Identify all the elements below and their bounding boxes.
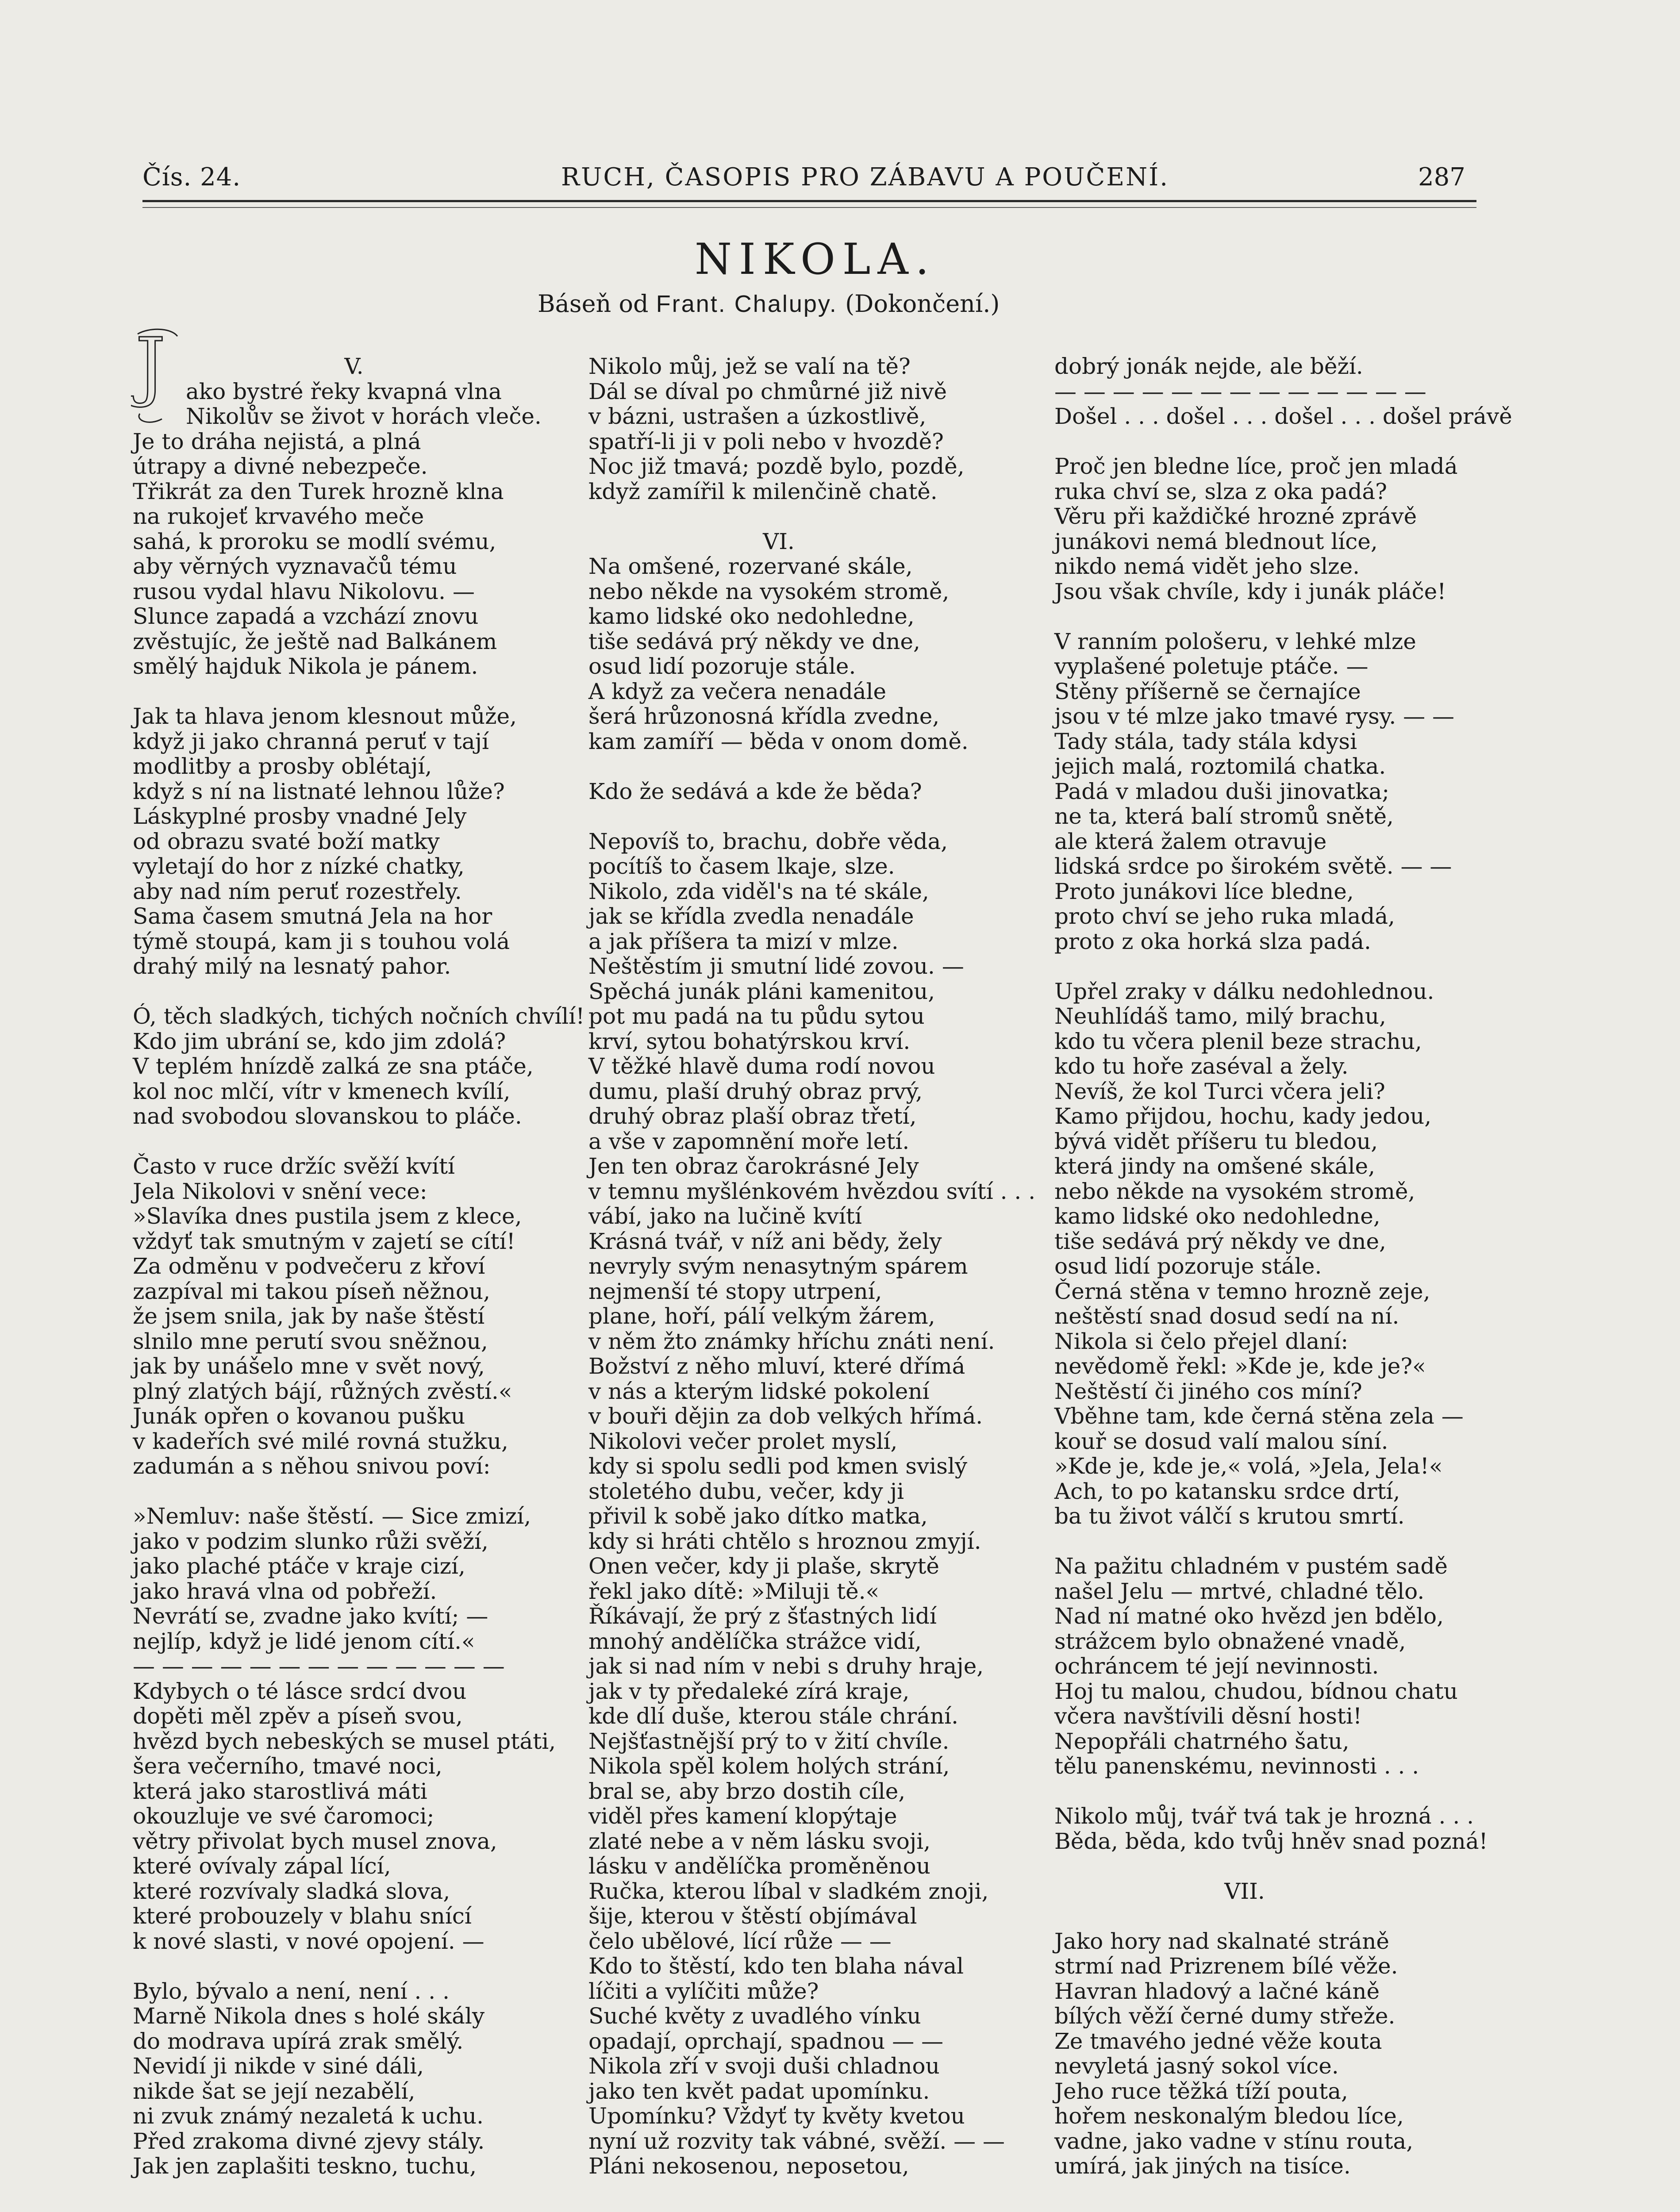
- verse-line: Říkávají, že prý z šťastných lidí: [588, 1603, 937, 1629]
- verse-line: vyplašené poletuje ptáče. —: [1054, 653, 1369, 679]
- poem-subtitle: [538, 290, 1000, 318]
- verse-line: v něm žto známky hříchu znáti není.: [588, 1328, 995, 1354]
- verse-line: šera večerního, tmavé noci,: [133, 1753, 442, 1779]
- verse-line: a jak příšera ta mizí v mlze.: [588, 928, 899, 954]
- verse-line: ni zvuk známý nezaletá k uchu.: [133, 2103, 484, 2129]
- verse-line: proto chví se jeho ruka mladá,: [1054, 903, 1395, 929]
- verse-line: Slunce zapadá a vzchází znovu: [133, 603, 479, 629]
- verse-line: strmí nad Prizrenem bílé věže.: [1054, 1953, 1398, 1979]
- verse-line: Havran hladový a lačné káně: [1054, 1978, 1380, 2004]
- verse-line: Nevrátí se, zvadne jako kvítí; —: [133, 1603, 488, 1629]
- journal-title: RUCH, ČASOPIS PRO ZÁBAVU A POUČENÍ.: [561, 163, 1169, 192]
- verse-line: Jak jen zaplašiti teskno, tuchu,: [133, 2153, 477, 2179]
- verse-line: Jela Nikolovi v snění vece:: [133, 1178, 427, 1204]
- verse-line: [1054, 1529, 1497, 1554]
- verse-line: ne ta, která balí stromů snětě,: [1054, 803, 1394, 829]
- verse-line: nyní už rozvity tak vábné, svěží. — —: [588, 2128, 1005, 2154]
- verse-line: nebo někde na vysokém stromě,: [1054, 1178, 1415, 1204]
- page-number: 287: [1418, 163, 1465, 192]
- verse-line: V těžké hlavě duma rodí novou: [588, 1053, 935, 1079]
- verse-line: Pláni nekosenou, neposetou,: [588, 2153, 909, 2179]
- header-rule-thin: [142, 207, 1476, 208]
- verse-line: neštěstí snad dosud sedí na ní.: [1054, 1303, 1399, 1329]
- verse-line: jako ten květ padat upomínku.: [588, 2078, 930, 2104]
- verse-line: spatří-li ji v poli nebo v hvozdě?: [588, 428, 944, 454]
- verse-line: junákovi nemá blednout líce,: [1054, 528, 1378, 554]
- verse-line: Třikrát za den Turek hrozně klna: [133, 478, 504, 504]
- verse-line: Nikola spěl kolem holých strání,: [588, 1753, 950, 1779]
- verse-line: jako hravá vlna od pobřeží.: [133, 1578, 437, 1604]
- verse-line: Božství z něho mluví, které dřímá: [588, 1353, 965, 1379]
- verse-line: jako v podzim slunko růži svěží,: [133, 1528, 488, 1554]
- verse-line: aby nad ním peruť rozestřely.: [133, 878, 462, 904]
- verse-line: Nevidí ji nikde v siné dáli,: [133, 2053, 424, 2079]
- verse-line: jsou v té mlze jako tmavé rysy. — —: [1054, 703, 1455, 729]
- verse-line: když zamířil k milenčině chatě.: [588, 478, 938, 504]
- verse-line: kouř se dosud valí malou síní.: [1054, 1428, 1388, 1454]
- verse-line: A když za večera nenadále: [588, 678, 887, 704]
- verse-line: [1054, 1904, 1497, 1929]
- verse-line: a vše v zapomnění moře letí.: [588, 1128, 910, 1154]
- verse-line: nikde šat se její nezabělí,: [133, 2078, 415, 2104]
- verse-line: útrapy a divné nebezpeče.: [133, 453, 428, 479]
- verse-line: Neuhlídáš tamo, milý brachu,: [1054, 1003, 1386, 1029]
- verse-line: osud lidí pozoruje stále.: [1054, 1253, 1322, 1279]
- verse-line: kdy si spolu sedli pod kmen svislý: [588, 1453, 968, 1479]
- verse-line: které rozvívaly sladká slova,: [133, 1878, 450, 1904]
- verse-line: Ach, to po katansku srdce drtí,: [1054, 1478, 1400, 1504]
- verse-line: Na pažitu chladném v pustém sadě: [1054, 1553, 1448, 1579]
- verse-line: tiše sedává prý někdy ve dne,: [1054, 1228, 1386, 1254]
- verse-line: jako plaché ptáče v kraje cizí,: [133, 1553, 465, 1579]
- verse-line: zlaté nebe a v něm lásku svoji,: [588, 1828, 931, 1854]
- verse-line: kdo tu včera plenil beze strachu,: [1054, 1028, 1422, 1054]
- verse-line: — — — — — — — — — — — — —: [1054, 378, 1426, 404]
- verse-line: umírá, jak jiných na tisíce.: [1054, 2153, 1351, 2179]
- verse-line: našel Jelu — mrtvé, chladné tělo.: [1054, 1578, 1425, 1604]
- verse-line: Jeho ruce těžká tíží pouta,: [1054, 2078, 1348, 2104]
- verse-line: šerá hrůzonosná křídla zvedne,: [588, 703, 940, 729]
- verse-line: že jsem snila, jak by naše štěstí: [133, 1303, 485, 1329]
- continuation-note: (Dokončení.): [845, 290, 1000, 318]
- verse-line: Nikolo můj, jež se valí na tě?: [588, 353, 911, 379]
- verse-line: Onen večer, kdy ji plaše, skrytě: [588, 1553, 939, 1579]
- verse-line: [1054, 954, 1497, 979]
- verse-line: Junák opřen o kovanou pušku: [133, 1403, 465, 1429]
- verse-line: Sama časem smutná Jela na hor: [133, 903, 492, 929]
- verse-line: Nikolo můj, tvář tvá tak je hrozná . . .: [1054, 1803, 1474, 1829]
- verse-line: ako bystré řeky kvapná vlna: [186, 378, 502, 404]
- verse-line: Často v ruce držíc svěží kvítí: [133, 1153, 455, 1179]
- verse-line: které ovívaly zápal lící,: [133, 1853, 391, 1879]
- verse-line: Upomínku? Vždyť ty květy kvetou: [588, 2103, 965, 2129]
- verse-line: [588, 754, 1031, 779]
- verse-line: když ji jako chranná peruť v tají: [133, 728, 489, 754]
- verse-line: líčiti a vylíčiti může?: [588, 1978, 819, 2004]
- verse-line: Dál se díval po chmůrné již nivě: [588, 378, 947, 404]
- text-column-2: [588, 353, 1036, 2179]
- verse-line: plný zlatých bájí, růžných zvěstí.«: [133, 1378, 512, 1404]
- verse-line: nikdo nemá vidět jeho slze.: [1054, 553, 1360, 579]
- verse-line: hvězd bych nebeských se musel ptáti,: [133, 1728, 556, 1754]
- verse-line: Jsou však chvíle, kdy i junák pláče!: [1054, 578, 1446, 604]
- initial-letter: J: [135, 325, 166, 410]
- section-heading: VI.: [763, 528, 795, 554]
- poem-title: NIKOLA.: [695, 234, 936, 284]
- verse-line: větry přivolat bych musel znova,: [133, 1828, 497, 1854]
- verse-line: nevryly svým nenasytným spárem: [588, 1253, 968, 1279]
- verse-line: viděl přes kamení klopýtaje: [588, 1803, 897, 1829]
- verse-line: zadumán a s něhou snivou poví:: [133, 1453, 491, 1479]
- verse-line: slnilo mne perutí svou sněžnou,: [133, 1328, 488, 1354]
- verse-line: do modrava upírá zrak smělý.: [133, 2028, 464, 2054]
- text-column-3: [1054, 353, 1512, 2179]
- verse-line: kde dlí duše, kterou stále chrání.: [588, 1703, 959, 1729]
- verse-line: Došel . . . došel . . . došel . . . došel právě: [1054, 403, 1512, 429]
- verse-line: zvěstujíc, že ještě nad Balkánem: [133, 628, 497, 654]
- verse-line: Marně Nikola dnes s holé skály: [133, 2003, 485, 2029]
- verse-line: opadají, oprchají, spadnou — —: [588, 2028, 944, 2054]
- verse-line: Nepopřáli chatrného šatu,: [1054, 1728, 1349, 1754]
- verse-line: Proto junákovi líce bledne,: [1054, 878, 1354, 904]
- verse-line: Běda, běda, kdo tvůj hněv snad pozná!: [1054, 1828, 1488, 1854]
- verse-line: [133, 979, 575, 1004]
- verse-line: krví, sytou bohatýrskou krví.: [588, 1028, 911, 1054]
- verse-line: bílých věží černé dumy střeže.: [1054, 2003, 1396, 2029]
- verse-line: Láskyplné prosby vnadné Jely: [133, 803, 467, 829]
- verse-line: dopěti měl zpěv a píseň svou,: [133, 1703, 463, 1729]
- verse-line: v bázni, ustrašen a úzkostlivě,: [588, 403, 926, 429]
- verse-line: lidská srdce po širokém světě. — —: [1054, 853, 1452, 879]
- verse-line: kamo lidské oko nedohledne,: [1054, 1203, 1380, 1229]
- verse-line: Ze tmavého jedné věže kouta: [1054, 2028, 1382, 2054]
- verse-line: jak v ty předaleké zírá kraje,: [588, 1678, 910, 1704]
- verse-line: Ó, těch sladkých, tichých nočních chvílí!: [133, 1003, 585, 1029]
- verse-line: Nikolův se život v horách vleče.: [186, 403, 542, 429]
- verse-line: dobrý jonák nejde, ale běží.: [1054, 353, 1363, 379]
- verse-line: proto z oka horká slza padá.: [1054, 928, 1371, 954]
- verse-line: Nevíš, že kol Turci včera jeli?: [1054, 1078, 1385, 1104]
- verse-line: nejmenší té stopy utrpení,: [588, 1278, 882, 1304]
- verse-line: Hoj tu malou, chudou, bídnou chatu: [1054, 1678, 1458, 1704]
- verse-line: sahá, k proroku se modlí svému,: [133, 528, 496, 554]
- verse-line: včera navštívili děsní hosti!: [1054, 1703, 1362, 1729]
- verse-line: která jako starostlivá máti: [133, 1778, 427, 1804]
- verse-line: tělu panenskému, nevinnosti . . .: [1054, 1753, 1419, 1779]
- verse-line: [588, 504, 1031, 529]
- verse-line: Nikolo, zda viděl's na té skále,: [588, 878, 929, 904]
- verse-line: Kamo přijdou, hochu, kady jedou,: [1054, 1103, 1432, 1129]
- verse-line: okouzluje ve své čaromoci;: [133, 1803, 434, 1829]
- verse-line: Stěny příšerně se černajíce: [1054, 678, 1361, 704]
- verse-line: [588, 804, 1031, 829]
- verse-line: [133, 679, 575, 704]
- verse-line: Kdo to štěstí, kdo ten blaha nával: [588, 1953, 964, 1979]
- verse-line: které probouzely v blahu snící: [133, 1903, 472, 1929]
- verse-line: přivil k sobě jako dítko matka,: [588, 1503, 928, 1529]
- verse-line: Proč jen bledne líce, proč jen mladá: [1054, 453, 1458, 479]
- verse-line: jak se křídla zvedla nenadále: [588, 903, 914, 929]
- verse-line: kdo tu hoře zaséval a žely.: [1054, 1053, 1349, 1079]
- verse-line: Spěchá junák pláni kamenitou,: [588, 978, 935, 1004]
- text-column-1: [133, 353, 585, 2179]
- verse-line: Je to dráha nejistá, a plná: [133, 428, 421, 454]
- verse-line: Vběhne tam, kde černá stěna zela —: [1054, 1403, 1464, 1429]
- verse-line: čelo ubělové, lící růže — —: [588, 1928, 892, 1954]
- verse-line: hořem neskonalým bledou líce,: [1054, 2103, 1404, 2129]
- issue-number: Čís. 24.: [142, 163, 241, 192]
- verse-line: v bouři dějin za dob velkých hřímá.: [588, 1403, 983, 1429]
- verse-line: jak by unášelo mne v svět nový,: [133, 1353, 485, 1379]
- verse-line: strážcem bylo obnažené vnadě,: [1054, 1628, 1406, 1654]
- verse-line: když s ní na listnaté lehnou lůže?: [133, 778, 505, 804]
- verse-line: — — — — — — — — — — — — —: [133, 1653, 505, 1679]
- verse-line: kdy si hráti chtělo s hroznou zmyjí.: [588, 1528, 981, 1554]
- verse-line: Jen ten obraz čarokrásné Jely: [588, 1153, 919, 1179]
- verse-line: Kdo že sedává a kde že běda?: [588, 778, 922, 804]
- verse-line: Tady stála, tady stála kdysi: [1054, 728, 1357, 754]
- verse-line: v kadeřích své milé rovná stužku,: [133, 1428, 508, 1454]
- verse-line: Noc již tmavá; pozdě bylo, pozdě,: [588, 453, 965, 479]
- verse-line: Ručka, kterou líbal v sladkém znoji,: [588, 1878, 989, 1904]
- verse-line: která jindy na omšené skále,: [1054, 1153, 1376, 1179]
- verse-line: od obrazu svaté boží matky: [133, 828, 440, 854]
- verse-line: ale která žalem otravuje: [1054, 828, 1327, 854]
- verse-line: nad svobodou slovanskou to pláče.: [133, 1103, 522, 1129]
- header-rule: [142, 200, 1476, 202]
- verse-line: kol noc mlčí, vítr v kmenech kvílí,: [133, 1078, 511, 1104]
- verse-line: osud lidí pozoruje stále.: [588, 653, 856, 679]
- verse-line: na rukojeť krvavého meče: [133, 503, 424, 529]
- verse-line: bývá vidět příšeru tu bledou,: [1054, 1128, 1378, 1154]
- verse-line: nevyletá jasný sokol více.: [1054, 2053, 1339, 2079]
- verse-line: [1054, 1779, 1497, 1804]
- verse-line: Jako hory nad skalnaté stráně: [1054, 1928, 1390, 1954]
- verse-line: Padá v mladou duši jinovatka;: [1054, 778, 1390, 804]
- verse-line: jejich malá, roztomilá chatka.: [1054, 753, 1386, 779]
- verse-line: lásku v andělíčka proměněnou: [588, 1853, 930, 1879]
- verse-line: Upřel zraky v dálku nedohlednou.: [1054, 978, 1434, 1004]
- verse-line: Černá stěna v temno hrozně zeje,: [1054, 1278, 1430, 1304]
- verse-line: nevědomě řekl: »Kde je, kde je?«: [1054, 1353, 1426, 1379]
- verse-line: Nikola si čelo přejel dlaní:: [1054, 1328, 1349, 1354]
- verse-line: [1054, 604, 1497, 629]
- verse-line: vábí, jako na lučině kvítí: [588, 1203, 862, 1229]
- verse-line: Za odměnu v podvečeru z křoví: [133, 1253, 485, 1279]
- verse-line: mnohý andělíčka strážce vidí,: [588, 1628, 922, 1654]
- verse-line: V ranním pološeru, v lehké mlze: [1054, 628, 1416, 654]
- verse-line: Na omšené, rozervané skále,: [588, 553, 913, 579]
- verse-line: [133, 1479, 575, 1504]
- verse-line: kamo lidské oko nedohledne,: [588, 603, 915, 629]
- verse-line: řekl jako dítě: »Miluji tě.«: [588, 1578, 880, 1604]
- verse-line: druhý obraz plaší obraz třetí,: [588, 1103, 917, 1129]
- verse-line: stoletého dubu, večer, kdy ji: [588, 1478, 904, 1504]
- verse-line: Nikola zří v svoji duši chladnou: [588, 2053, 940, 2079]
- verse-line: »Slavíka dnes pustila jsem z klece,: [133, 1203, 522, 1229]
- verse-line: šije, kterou v štěstí objímával: [588, 1903, 917, 1929]
- verse-line: ochráncem té její nevinnosti.: [1054, 1653, 1379, 1679]
- verse-line: Neštěstí či jiného cos míní?: [1054, 1378, 1362, 1404]
- verse-line: Nad ní matné oko hvězd jen bdělo,: [1054, 1603, 1444, 1629]
- verse-line: smělý hajduk Nikola je pánem.: [133, 653, 478, 679]
- verse-line: Kdo jim ubrání se, kdo jim zdolá?: [133, 1028, 506, 1054]
- verse-line: Věru při každičké hrozné zprávě: [1054, 503, 1417, 529]
- verse-line: Suché květy z uvadlého vínku: [588, 2003, 921, 2029]
- verse-line: Neštěstím ji smutní lidé zovou. —: [588, 953, 964, 979]
- verse-line: ruka chví se, slza z oka padá?: [1054, 478, 1387, 504]
- verse-line: tiše sedává prý někdy ve dne,: [588, 628, 920, 654]
- verse-line: ba tu život válčí s krutou smrtí.: [1054, 1503, 1405, 1529]
- verse-line: drahý milý na lesnatý pahor.: [133, 953, 451, 979]
- verse-line: Jak ta hlava jenom klesnout může,: [133, 703, 517, 729]
- verse-line: kam zamíří — běda v onom domě.: [588, 728, 969, 754]
- verse-line: plane, hoří, pálí velkým žárem,: [588, 1303, 935, 1329]
- verse-line: bral se, aby brzo dostih cíle,: [588, 1778, 906, 1804]
- subtitle-prefix: Báseň od: [538, 290, 649, 318]
- verse-line: vyletají do hor z nízké chatky,: [133, 853, 465, 879]
- verse-line: V teplém hnízdě zalká ze sna ptáče,: [133, 1053, 534, 1079]
- section-heading: VII.: [1224, 1878, 1265, 1904]
- verse-line: jak si nad ním v nebi s druhy hraje,: [588, 1653, 984, 1679]
- verse-line: Bylo, bývalo a není, není . . .: [133, 1978, 450, 2004]
- verse-line: Nejšťastnější prý to v žití chvíle.: [588, 1728, 950, 1754]
- verse-line: [133, 1954, 575, 1979]
- verse-line: pot mu padá na tu půdu sytou: [588, 1003, 925, 1029]
- verse-line: v nás a kterým lidské pokolení: [588, 1378, 930, 1404]
- verse-line: Kdybych o té lásce srdcí dvou: [133, 1678, 467, 1704]
- verse-line: Před zrakoma divné zjevy stály.: [133, 2128, 485, 2154]
- verse-line: pocítíš to časem lkaje, slze.: [588, 853, 895, 879]
- verse-line: [133, 1129, 575, 1154]
- verse-line: »Nemluv: naše štěstí. — Sice zmizí,: [133, 1503, 531, 1529]
- verse-line: Nikolovi večer prolet myslí,: [588, 1428, 898, 1454]
- verse-line: »Kde je, kde je,« volá, »Jela, Jela!«: [1054, 1453, 1443, 1479]
- verse-line: vadne, jako vadne v stínu routa,: [1054, 2128, 1414, 2154]
- verse-line: nejlíp, když je lidé jenom cítí.«: [133, 1628, 475, 1654]
- verse-line: [1054, 429, 1497, 454]
- section-heading: V.: [344, 353, 364, 379]
- verse-line: [1054, 1854, 1497, 1879]
- verse-line: Nepovíš to, brachu, dobře věda,: [588, 828, 948, 854]
- verse-line: zazpíval mi takou píseň něžnou,: [133, 1278, 491, 1304]
- verse-line: aby věrných vyznavačů tému: [133, 553, 457, 579]
- verse-line: Krásná tvář, v níž ani bědy, žely: [588, 1228, 942, 1254]
- verse-line: k nové slasti, v nové opojení. —: [133, 1928, 484, 1954]
- verse-line: dumu, plaší druhý obraz prvý,: [588, 1078, 923, 1104]
- author-name: Frant. Chalupy.: [656, 291, 838, 317]
- verse-line: modlitby a prosby oblétají,: [133, 753, 432, 779]
- verse-line: vždyť tak smutným v zajetí se cítí!: [133, 1228, 515, 1254]
- verse-line: nebo někde na vysokém stromě,: [588, 578, 950, 604]
- verse-line: týmě stoupá, kam ji s touhou volá: [133, 928, 510, 954]
- verse-line: rusou vydal hlavu Nikolovu. —: [133, 578, 475, 604]
- verse-line: v temnu myšlénkovém hvězdou svítí . . .: [588, 1178, 1036, 1204]
